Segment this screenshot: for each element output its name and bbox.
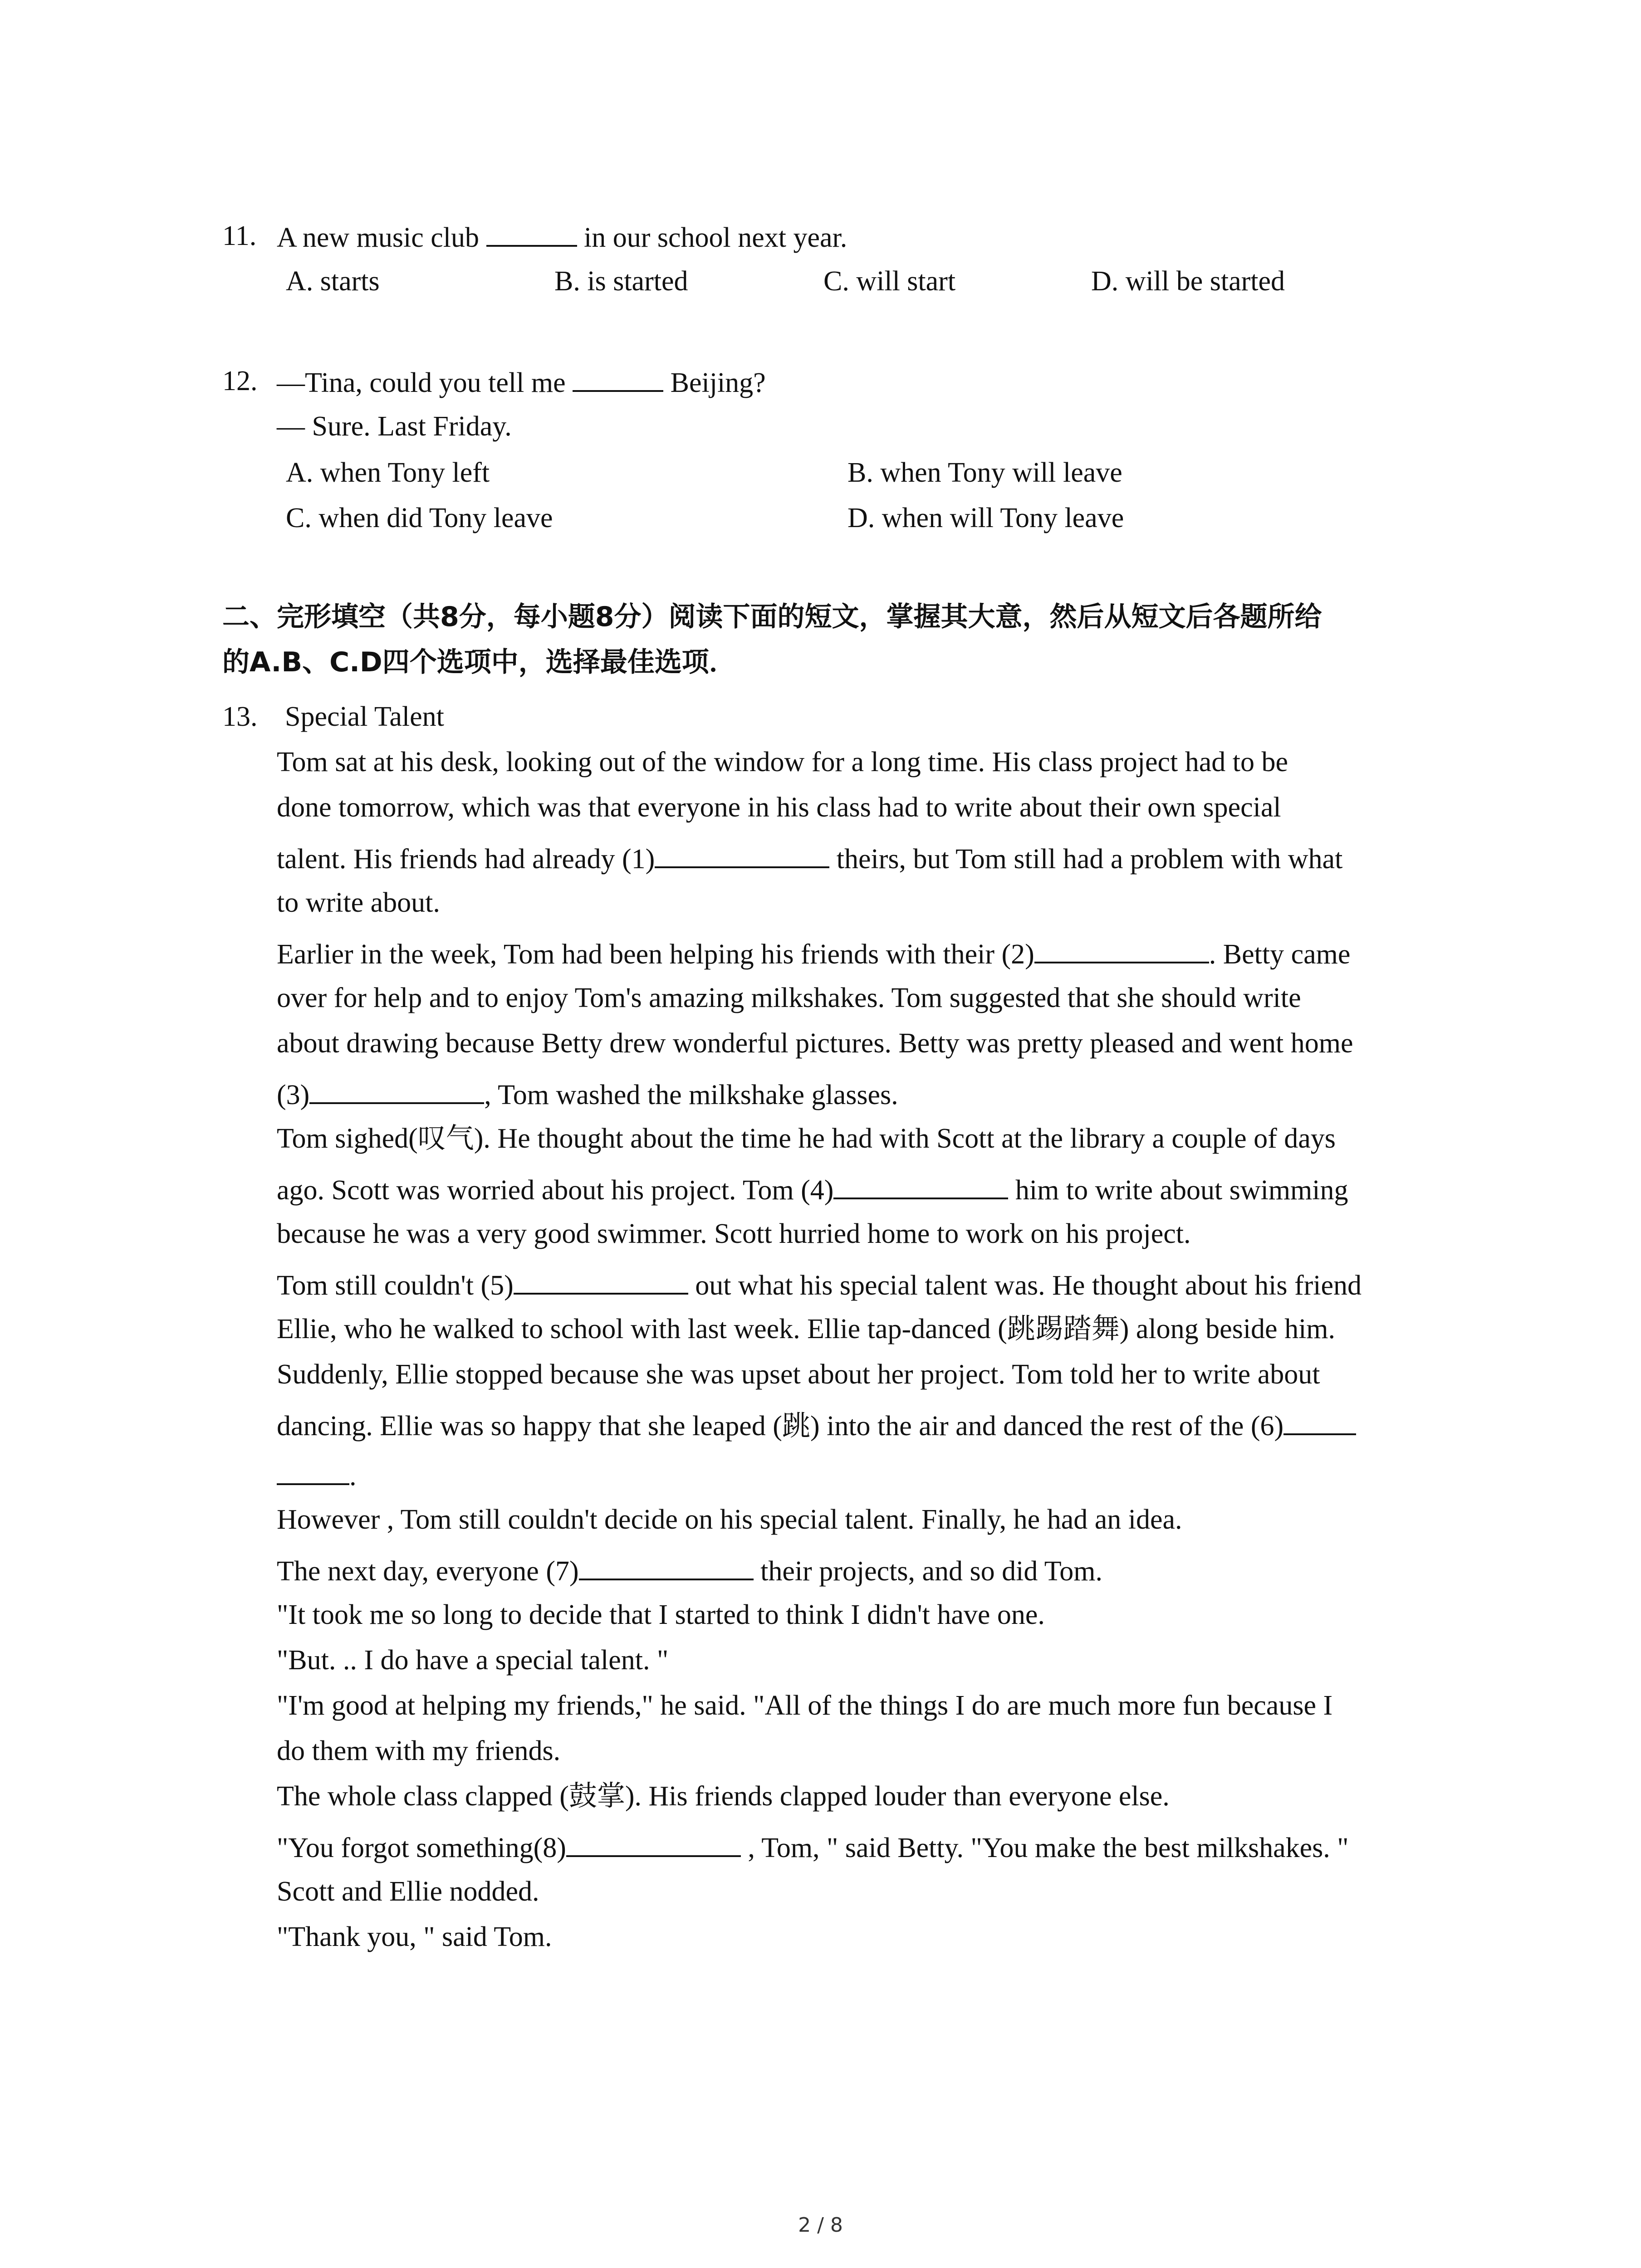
question-12-reply: — Sure. Last Friday. <box>277 411 512 442</box>
section-2-heading-line-2: 的A.B、C.D四个选项中，选择最佳选项． <box>222 646 736 678</box>
passage-text: talent. His friends had already (1) <box>277 844 655 875</box>
q12-option-d: D. when will Tony leave <box>847 503 1124 533</box>
passage-text: , Tom washed the milkshake glasses. <box>484 1080 898 1110</box>
passage-line <box>277 839 1342 877</box>
cloze-blank-4 <box>833 1170 1008 1199</box>
passage-text: ago. Scott was worried about his project. Tom (4) <box>277 1175 834 1206</box>
passage-text: (3) <box>277 1080 310 1110</box>
passage-line <box>277 1266 1362 1304</box>
cloze-blank-6-continued <box>277 1456 349 1485</box>
section-2-heading-line-1: 二、完形填空（共8分，每小题8分）阅读下面的短文，掌握其大意，然后从短文后各题所给 <box>222 601 1322 633</box>
cloze-blank-2 <box>1034 934 1209 963</box>
q11-option-a: A. starts <box>286 266 380 297</box>
passage-line: over for help and to enjoy Tom's amazing milkshakes. Tom suggested that she should write <box>277 982 1301 1013</box>
passage-line <box>277 1075 898 1113</box>
passage-text: him to write about swimming <box>1008 1175 1348 1206</box>
q11-stem-after: in our school next year. <box>577 222 847 253</box>
passage-text: Earlier in the week, Tom had been helping his friends with their (2) <box>277 939 1034 970</box>
passage-line: Scott and Ellie nodded. <box>277 1876 539 1907</box>
passage-text: dancing. Ellie was so happy that she leaped (跳) into the air and danced the rest of the (6) <box>277 1411 1284 1442</box>
question-12-stem <box>277 363 766 401</box>
passage-line: Tom sat at his desk, looking out of the window for a long time. His class project had to be <box>277 747 1288 777</box>
passage-line: Suddenly, Ellie stopped because she was upset about her project. Tom told her to write about <box>277 1359 1320 1390</box>
passage-line <box>277 1456 357 1494</box>
passage-line <box>277 1551 1102 1589</box>
question-13-number: 13. <box>222 701 258 732</box>
passage-line <box>277 1406 1356 1444</box>
q11-option-b: B. is started <box>554 266 688 297</box>
passage-line: "Thank you, " said Tom. <box>277 1921 552 1952</box>
passage-line: "But. .. I do have a special talent. " <box>277 1645 669 1676</box>
page-number: 2 / 8 <box>798 2214 843 2237</box>
question-12-number: 12. <box>222 366 258 396</box>
passage-text: "You forgot something(8) <box>277 1833 566 1863</box>
q12-option-c: C. when did Tony leave <box>286 503 553 533</box>
question-11-number: 11. <box>222 220 257 251</box>
q12-option-b: B. when Tony will leave <box>847 457 1122 488</box>
q12-stem-before: —Tina, could you tell me <box>277 367 573 398</box>
passage-line: The whole class clapped (鼓掌). His friends clapped louder than everyone else. <box>277 1781 1170 1812</box>
passage-line <box>277 934 1350 973</box>
cloze-blank-5 <box>514 1266 688 1295</box>
passage-title: Special Talent <box>285 701 444 732</box>
passage-line: to write about. <box>277 887 440 918</box>
cloze-blank-1 <box>655 839 829 868</box>
q11-stem-before: A new music club <box>277 222 486 253</box>
passage-line: because he was a very good swimmer. Scott hurried home to work on his project. <box>277 1218 1191 1249</box>
passage-line: "I'm good at helping my friends," he said. "All of the things I do are much more fun because I <box>277 1690 1333 1721</box>
passage-text: The next day, everyone (7) <box>277 1556 579 1587</box>
passage-text: their projects, and so did Tom. <box>753 1556 1103 1587</box>
q11-option-c: C. will start <box>823 266 956 297</box>
passage-line: However , Tom still couldn't decide on his special talent. Finally, he had an idea. <box>277 1504 1182 1535</box>
cloze-blank-6 <box>1283 1406 1356 1435</box>
passage-line: Tom sighed(叹气). He thought about the time he had with Scott at the library a couple of days <box>277 1123 1336 1154</box>
cloze-blank-8 <box>566 1828 741 1857</box>
answer-blank <box>486 218 577 247</box>
passage-line: about drawing because Betty drew wonderful pictures. Betty was pretty pleased and went home <box>277 1028 1353 1059</box>
answer-blank <box>573 363 663 392</box>
cloze-blank-7 <box>579 1551 754 1580</box>
passage-line <box>277 1828 1349 1866</box>
q12-stem-after: Beijing? <box>663 367 766 398</box>
passage-line: do them with my friends. <box>277 1735 561 1766</box>
passage-text: . <box>349 1461 357 1491</box>
passage-text: theirs, but Tom still had a problem with what <box>829 844 1343 875</box>
q11-option-d: D. will be started <box>1091 266 1285 297</box>
q12-option-a: A. when Tony left <box>286 457 490 488</box>
passage-line: done tomorrow, which was that everyone in his class had to write about their own special <box>277 792 1281 823</box>
question-11-stem <box>277 218 847 256</box>
passage-line: "It took me so long to decide that I started to think I didn't have one. <box>277 1599 1045 1630</box>
passage-text: , Tom, " said Betty. "You make the best milkshakes. " <box>740 1833 1349 1863</box>
passage-text: out what his special talent was. He thought about his friend <box>688 1270 1362 1301</box>
passage-line: Ellie, who he walked to school with last week. Ellie tap-danced (跳踢踏舞) along beside him. <box>277 1314 1336 1344</box>
cloze-blank-3 <box>309 1075 484 1104</box>
passage-text: Tom still couldn't (5) <box>277 1270 514 1301</box>
passage-line <box>277 1170 1348 1208</box>
passage-text: . Betty came <box>1209 939 1351 970</box>
